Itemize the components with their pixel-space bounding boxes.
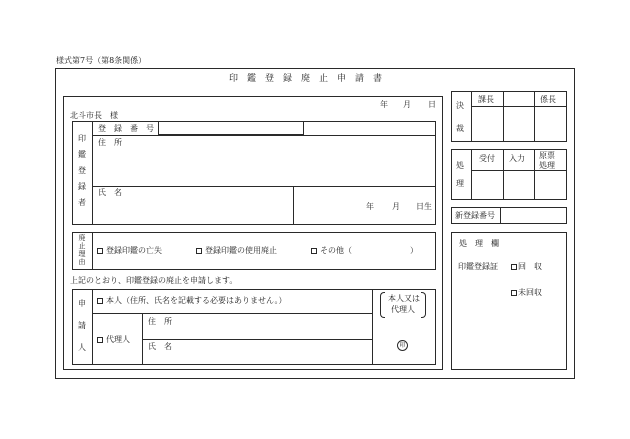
processing-col-input: 入力 (509, 154, 525, 163)
reason-close-paren: ） (410, 246, 418, 255)
applicant-self-option[interactable]: 本人（住所、氏名を記載する必要はありません。） (97, 297, 286, 305)
date-month-label: 月 (403, 100, 411, 109)
registration-number-field[interactable] (158, 121, 304, 135)
certificate-label: 印鑑登録証 (458, 262, 498, 271)
addressee: 北斗市長 様 (70, 111, 118, 120)
seal-bracket: 本人又は 代理人 (380, 292, 426, 318)
processing-notes-title: 処 理 欄 (459, 239, 499, 248)
checkbox[interactable] (196, 248, 202, 254)
checkbox[interactable] (97, 337, 103, 343)
checkbox[interactable] (97, 298, 103, 304)
statement: 上記のとおり、印鑑登録の廃止を申請します。 (70, 276, 238, 285)
birth-year-label: 年 (366, 202, 374, 211)
approval-col-section-chief: 課長 (478, 95, 494, 104)
birth-month-label: 月 (392, 202, 400, 211)
form-title: 印 鑑 登 録 廃 止 申 請 書 (229, 74, 383, 84)
applicant-side-label: 申 請 人 (78, 299, 86, 352)
registrant-name-field[interactable] (93, 198, 291, 224)
processing-notes-section (451, 232, 567, 370)
approval-side-label-2: 裁 (456, 124, 464, 133)
date-day-label: 日 (428, 100, 436, 109)
registrant-address-label: 住 所 (98, 138, 122, 147)
seal-mark: 印 (397, 340, 408, 351)
agent-address-label: 住 所 (148, 317, 172, 326)
approval-col-chief: 係長 (540, 95, 556, 104)
agent-name-label: 氏 名 (148, 342, 172, 351)
checkbox[interactable] (511, 264, 517, 270)
approval-side-label-1: 決 (456, 101, 464, 110)
processing-col-reception: 受付 (479, 154, 495, 163)
new-registration-number-label: 新登録番号 (455, 211, 495, 220)
reason-side-label: 廃 止 理 由 (78, 234, 86, 266)
checkbox[interactable] (97, 248, 103, 254)
processing-col-record: 原票 処理 (539, 151, 555, 170)
registrant-side-label: 印 鑑 登 録 者 (78, 134, 86, 207)
form-number: 様式第7号（第8条関係） (56, 56, 147, 65)
reason-option-lost[interactable]: 登録印鑑の亡失 (97, 247, 162, 255)
certificate-not-returned-option[interactable]: 未回収 (511, 289, 542, 297)
certificate-returned-option[interactable]: 回 収 (511, 263, 542, 271)
registrant-address-field[interactable] (93, 148, 435, 185)
registration-number-label: 登 録 番 号 (98, 124, 154, 133)
date-year-label: 年 (380, 100, 388, 109)
checkbox[interactable] (311, 248, 317, 254)
checkbox[interactable] (511, 290, 517, 296)
reason-option-other[interactable]: その他（ (311, 247, 352, 255)
applicant-agent-option[interactable]: 代理人 (97, 336, 130, 344)
processing-side-label-1: 処 (456, 161, 464, 170)
birth-day-label: 日生 (416, 202, 432, 211)
reason-option-discontinued[interactable]: 登録印鑑の使用廃止 (196, 247, 277, 255)
registrant-name-label: 氏 名 (98, 188, 122, 197)
processing-side-label-2: 理 (456, 179, 464, 188)
